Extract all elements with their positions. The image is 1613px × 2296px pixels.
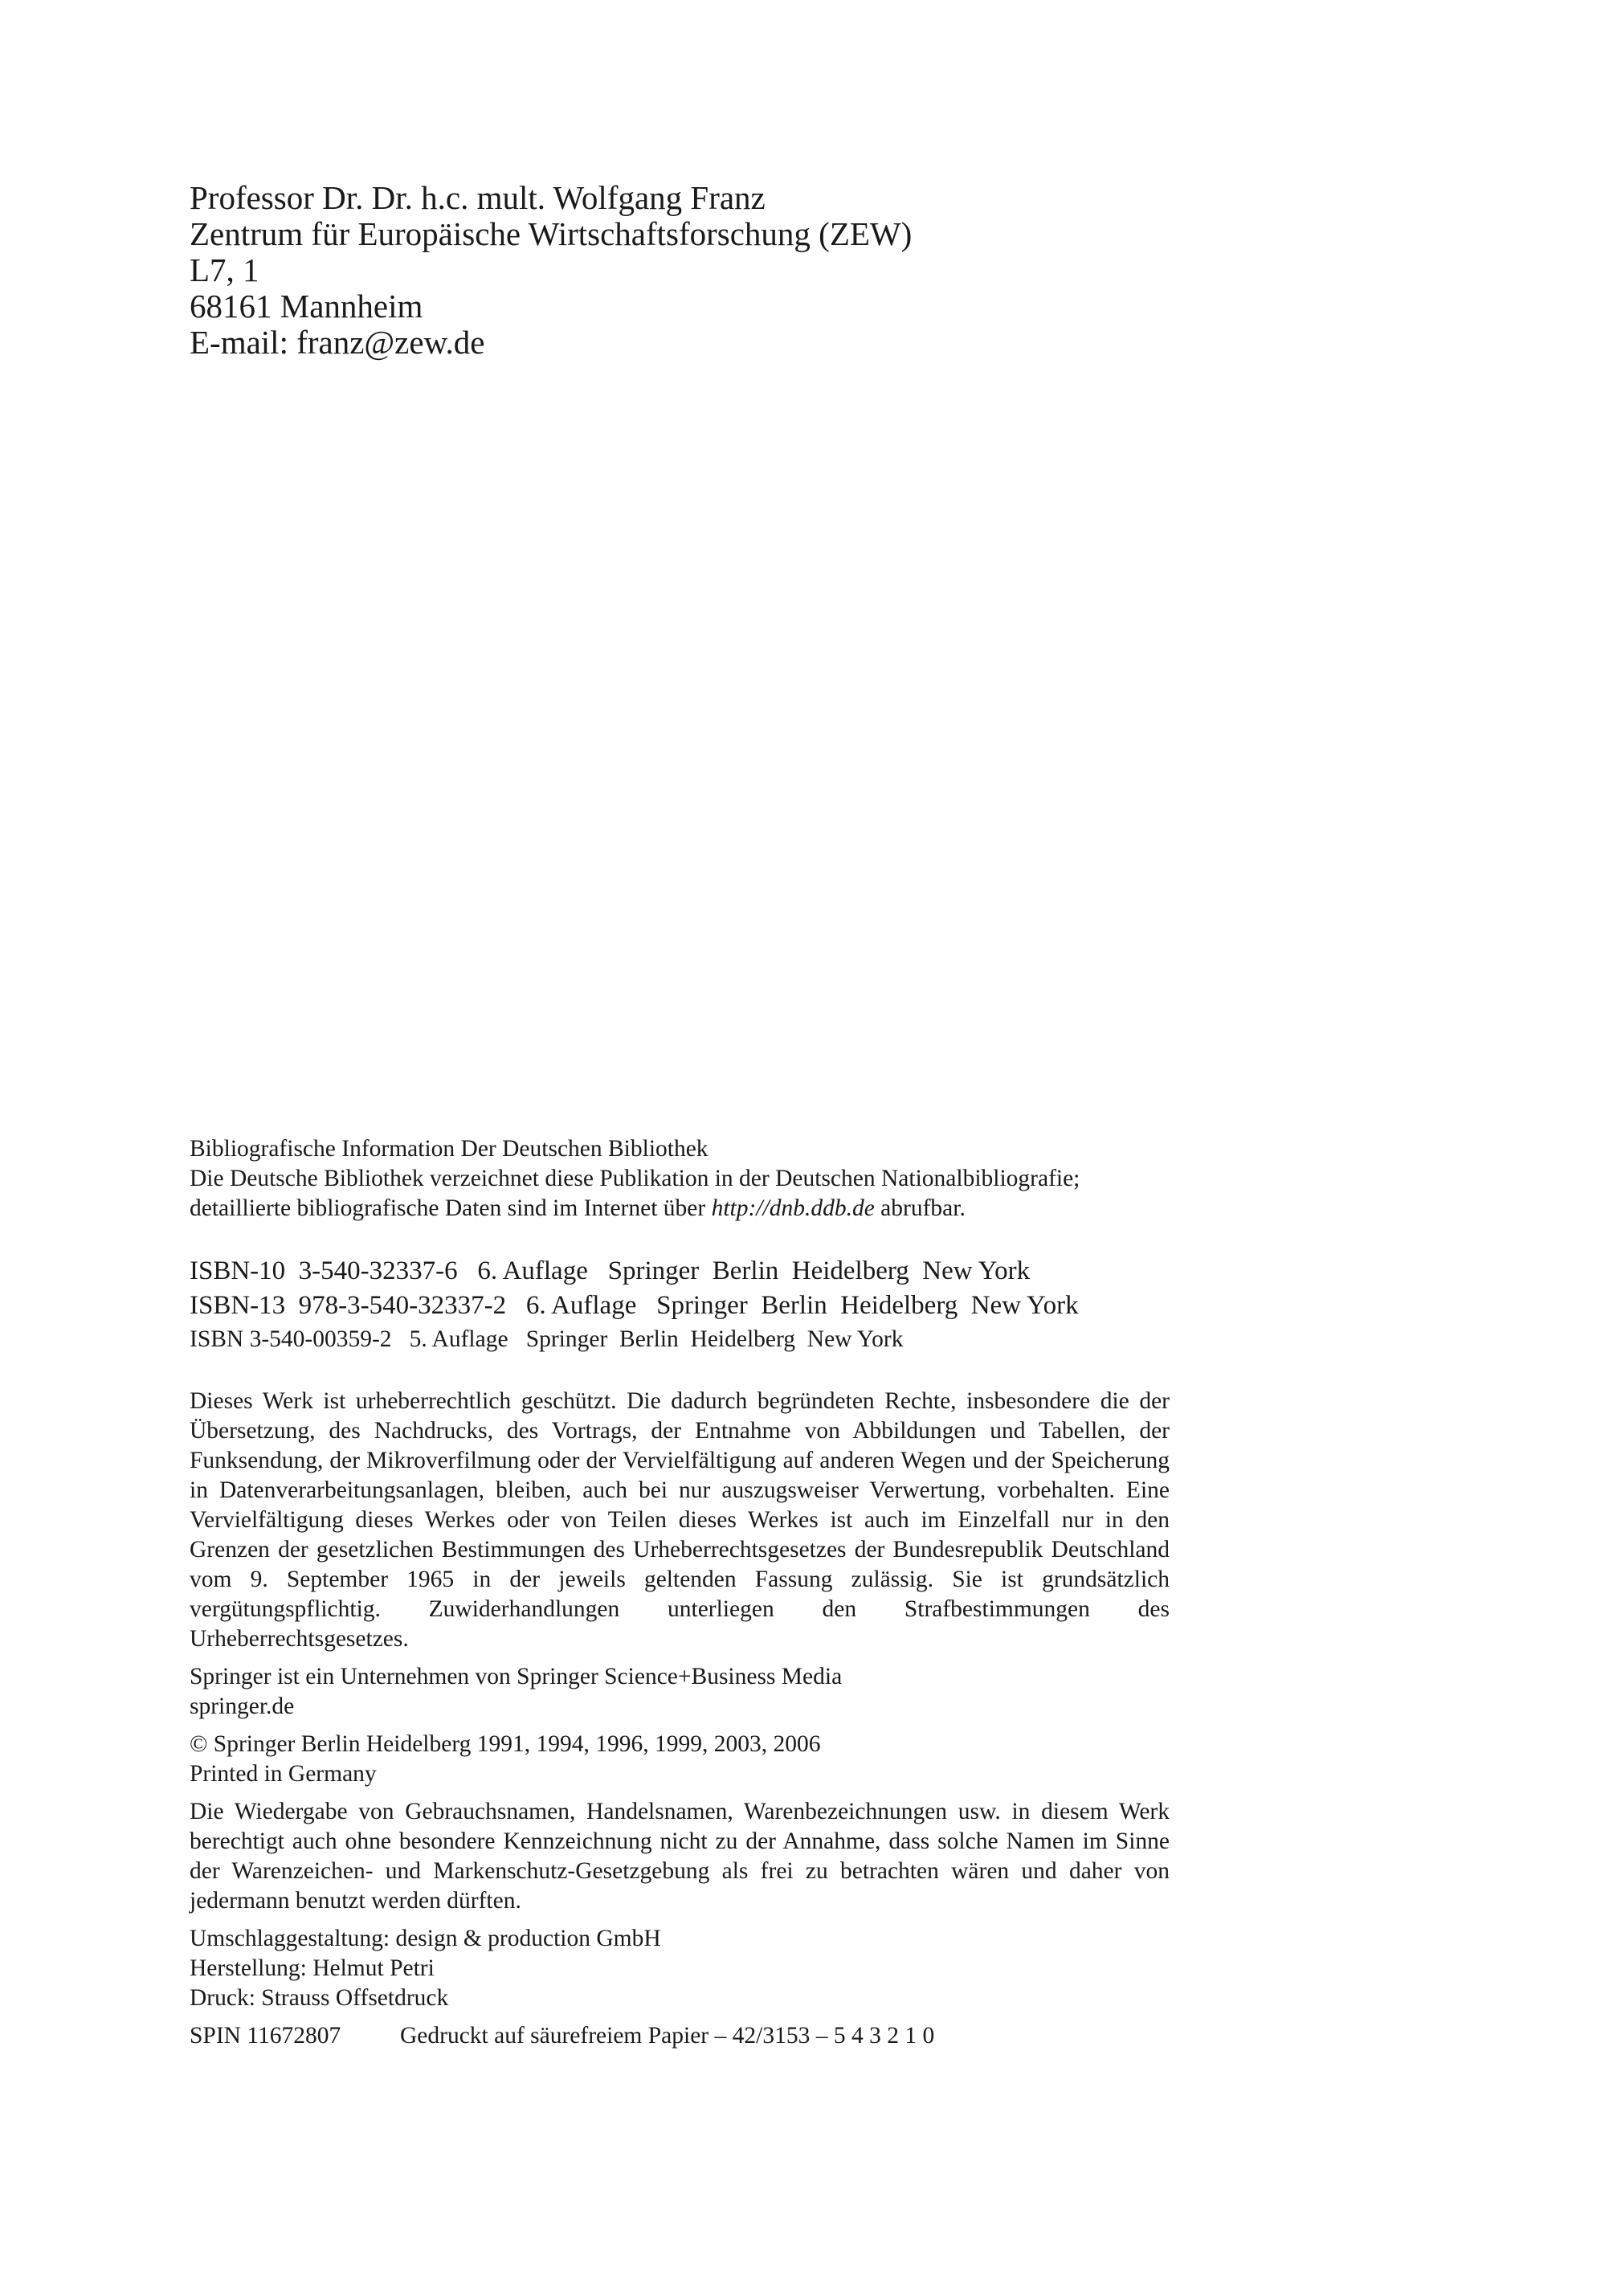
copyright-notice: Dieses Werk ist urheberrechtlich geschützt. Die dadurch begründeten Rechte, insbesondere die der Übersetzung, des Nachdrucks, des Vortrags, der Entnahme von Abbildungen und Tabellen, der Funksendung, der Mikroverfilmung oder der Vervielfältigung auf anderen Wegen und der Speicherung in Datenverarbeitungsanlagen, bleiben, auch bei nur auszugsweiser Verwertung, vorbehalten. Eine Vervielfältigung dieses Werkes oder von Teilen dieses Werkes ist auch im Einzelfall nur in den Grenzen der gesetzlichen Bestimmungen des Urheberrechtsgesetzes der Bundesrepublik Deutschland vom 9. September 1965 in der jeweils geltenden Fassung zulässig. Sie ist grundsätzlich vergütungspflichtig. Zuwiderhandlungen unterliegen den Strafbestimmungen des Urheberrechtsgesetzes. xyxy=(190,1388,1170,1652)
author-street: L7, 1 xyxy=(190,251,259,288)
bibliography-line-1: Die Deutsche Bibliothek verzeichnet diese Publikation in der Deutschen Nationalbibliografie; xyxy=(190,1166,1080,1191)
author-address xyxy=(190,180,1314,361)
imprint-block xyxy=(190,1134,1170,2051)
bibliography-line-2 xyxy=(190,1194,1170,1224)
cover-credit: Umschlaggestaltung: design & production GmbH xyxy=(190,1926,661,1951)
production-credits xyxy=(190,1924,1170,2013)
publisher-line-1: Springer ist ein Unternehmen von Springer Science+Business Media xyxy=(190,1664,843,1689)
bibliography-heading: Bibliografische Information Der Deutschen Bibliothek xyxy=(190,1136,708,1162)
spin-line xyxy=(190,2021,1170,2051)
author-institution: Zentrum für Europäische Wirtschaftsforschung (ZEW) xyxy=(190,215,913,252)
printed-in: Printed in Germany xyxy=(190,1761,377,1787)
publisher-info xyxy=(190,1662,1170,1722)
trademark-notice: Die Wiedergabe von Gebrauchsnamen, Handelsnamen, Warenbezeichnungen usw. in diesem Werk berechtigt auch ohne besondere Kennzeichnung nicht zu der Annahme, dass solche Namen im Sinne der Warenzeichen- und Markenschutz-Gesetzgebung als frei zu betrachten wären und daher von jedermann benutzt werden dürften. xyxy=(190,1799,1170,1914)
author-city: 68161 Mannheim xyxy=(190,288,423,325)
spin-number: SPIN 11672807 xyxy=(190,2023,341,2049)
copyright-years: © Springer Berlin Heidelberg 1991, 1994, 1996, 1999, 2003, 2006 xyxy=(190,1731,821,1757)
author-name: Professor Dr. Dr. h.c. mult. Wolfgang Franz xyxy=(190,179,766,216)
publisher-website: springer.de xyxy=(190,1693,295,1719)
copyright-info xyxy=(190,1730,1170,1789)
bibliography-line-2-pre: detaillierte bibliografische Daten sind im Internet über xyxy=(190,1195,712,1221)
dnb-url: http://dnb.ddb.de xyxy=(711,1195,875,1221)
print-credit: Druck: Strauss Offsetdruck xyxy=(190,1985,449,2011)
bibliography-info xyxy=(190,1134,1170,1224)
isbn-list xyxy=(190,1254,1170,1355)
isbn-previous-edition: ISBN 3-540-00359-2 5. Auflage Springer Berlin Heidelberg New York xyxy=(190,1326,904,1352)
production-credit: Herstellung: Helmut Petri xyxy=(190,1955,435,1981)
isbn-13: ISBN-13 978-3-540-32337-2 6. Auflage Springer Berlin Heidelberg New York xyxy=(190,1291,1079,1320)
author-email: E-mail: franz@zew.de xyxy=(190,324,485,361)
isbn-10: ISBN-10 3-540-32337-6 6. Auflage Springer Berlin Heidelberg New York xyxy=(190,1256,1031,1285)
paper-info: Gedruckt auf säurefreiem Papier – 42/3153 – 5 4 3 2 1 0 xyxy=(399,2023,935,2049)
bibliography-line-2-post: abrufbar. xyxy=(874,1195,966,1221)
